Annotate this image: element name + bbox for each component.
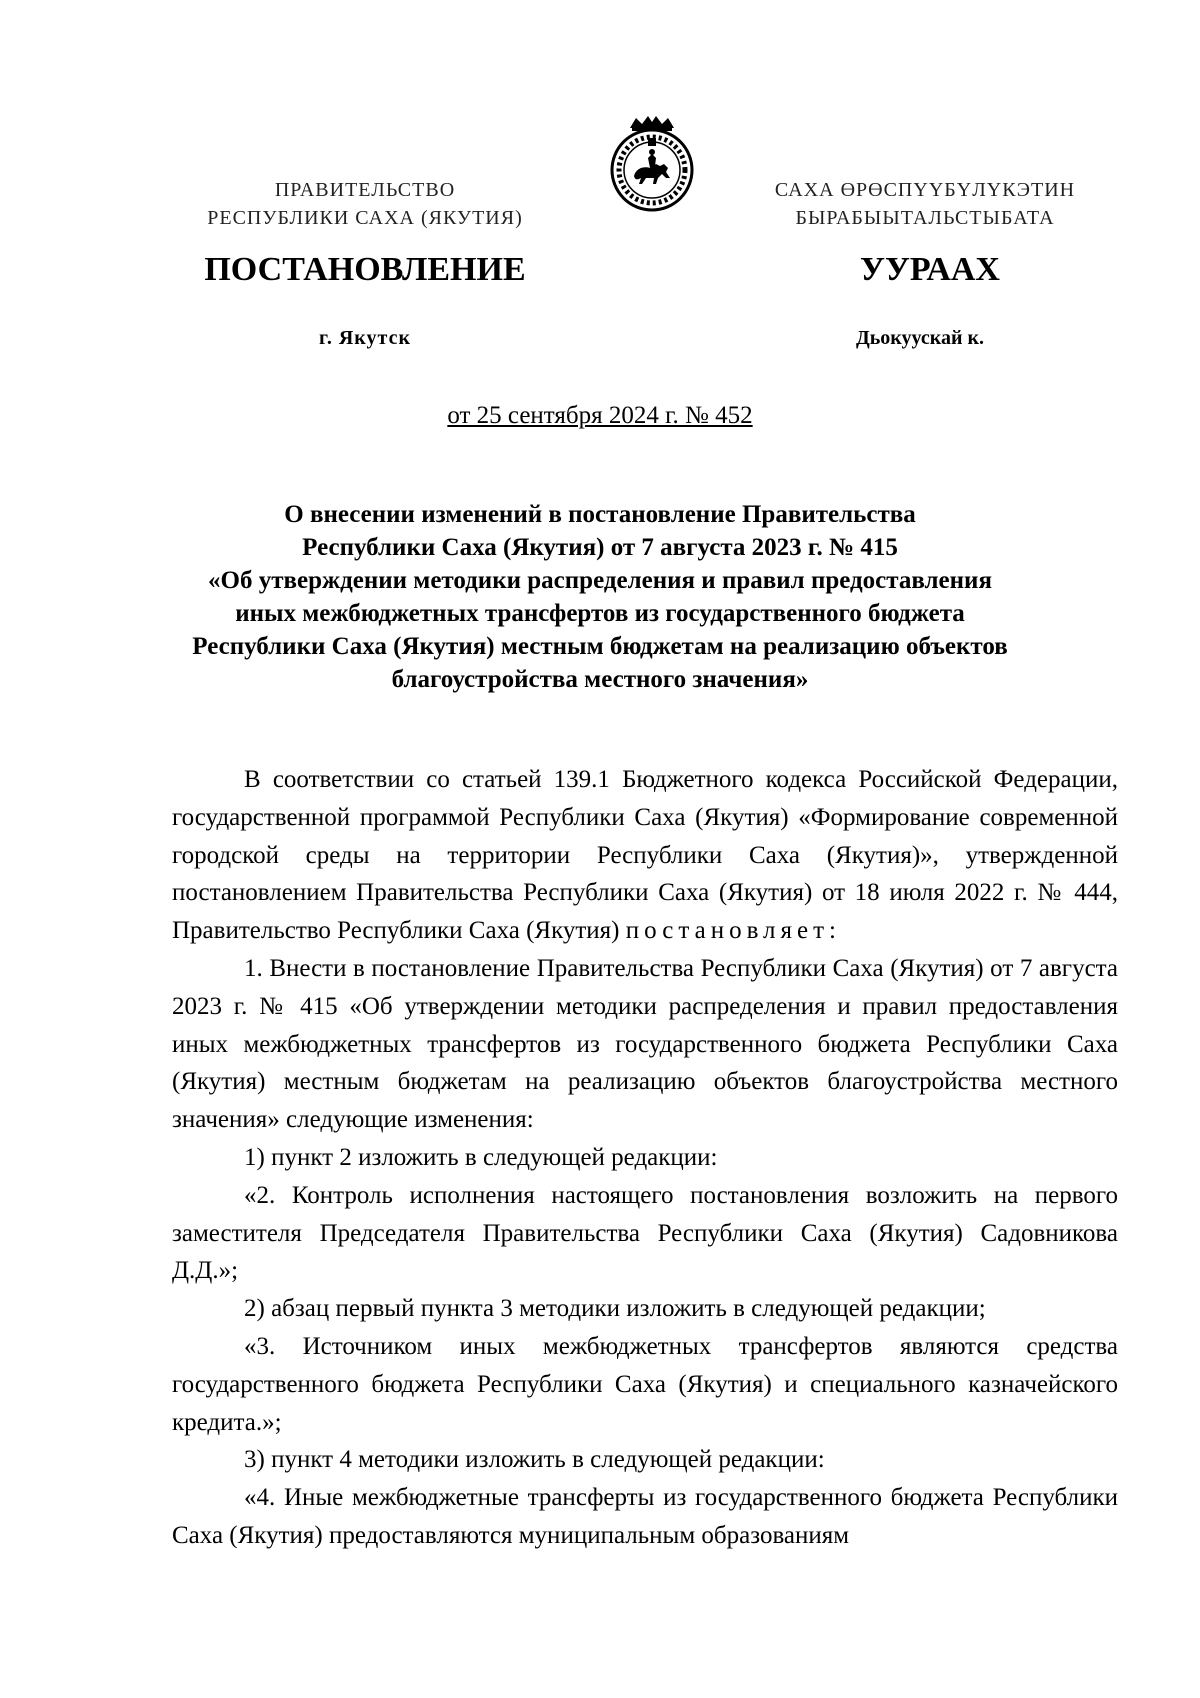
body-paragraph: «2. Контроль исполнения настоящего постановления возложить на первого заместителя Председателя Правительства Республики Саха (Якутия) Садовникова Д.Д.»;	[172, 1181, 1118, 1285]
date-number-text: от 25 сентября 2024 г. № 452	[447, 402, 753, 429]
document-title	[150, 498, 1050, 696]
city-russian: г. Якутск	[319, 327, 411, 349]
preamble-text: В соответствии со статьей 139.1 Бюджетного кодекса Российской Федерации, государственной программой Республики Саха (Якутия) «Формирование современной городской среды на территории Республики Саха (Якутия)», утвержденной постановлением Правительства Республики Саха (Якутия) от 18 июля 2022 г. № 444, Правительство Республики Саха (Якутия)	[172, 766, 1118, 945]
republic-sakha-emblem-icon	[606, 112, 698, 212]
city-yakut: Дьокуускай к.	[855, 327, 985, 349]
government-name-line: РЕСПУБЛИКИ САХА (ЯКУТИЯ)	[207, 207, 523, 229]
government-name-line: САХА ӨРӨСПҮҮБҮЛҮКЭТИН	[774, 179, 1076, 201]
decree-word: постановляет:	[625, 917, 841, 945]
document-body	[172, 761, 1118, 1555]
body-paragraph: «4. Иные межбюджетные трансферты из государственного бюджета Республики Саха (Якутия) предоставляются муниципальным образованиям	[172, 1484, 1118, 1549]
title-line: Республики Саха (Якутия) от 7 августа 2023 г. № 415	[302, 534, 898, 561]
body-paragraph: 2) абзац первый пункта 3 методики изложить в следующей редакции;	[244, 1295, 986, 1323]
title-line: О внесении изменений в постановление Правительства	[284, 501, 916, 528]
government-name-line: ПРАВИТЕЛЬСТВО	[274, 179, 456, 201]
title-line: «Об утверждении методики распределения и правил предоставления	[208, 567, 992, 594]
title-line: Республики Саха (Якутия) местным бюджетам на реализацию объектов	[192, 633, 1008, 660]
title-line: иных межбюджетных трансфертов из государственного бюджета	[235, 600, 965, 627]
document-type-yakut: УУРААХ	[860, 251, 1000, 288]
document-date-number	[0, 400, 1200, 432]
body-paragraph: 3) пункт 4 методики изложить в следующей редакции:	[244, 1446, 825, 1474]
body-paragraph: 1. Внести в постановление Правительства Республики Саха (Якутия) от 7 августа 2023 г. № 415 «Об утверждении методики распределения и правил предоставления иных межбюджетных трансфертов из государственного бюджета Республики Саха (Якутия) местным бюджетам на реализацию объектов благоустройства местного значения» следующие изменения:	[172, 954, 1118, 1134]
government-name-line: БЫРАБЫЫТАЛЬСТЫБАТА	[795, 207, 1055, 229]
preamble-paragraph	[172, 761, 1118, 950]
government-name-russian	[170, 176, 560, 232]
government-name-yakut	[735, 176, 1115, 232]
body-paragraph: «3. Источником иных межбюджетных трансфертов являются средства государственного бюджета Республики Саха (Якутия) и специального казначейского кредита.»;	[172, 1332, 1118, 1436]
document-type-russian: ПОСТАНОВЛЕНИЕ	[204, 251, 526, 288]
body-paragraph: 1) пункт 2 изложить в следующей редакции:	[244, 1143, 718, 1171]
title-line: благоустройства местного значения»	[391, 666, 809, 693]
